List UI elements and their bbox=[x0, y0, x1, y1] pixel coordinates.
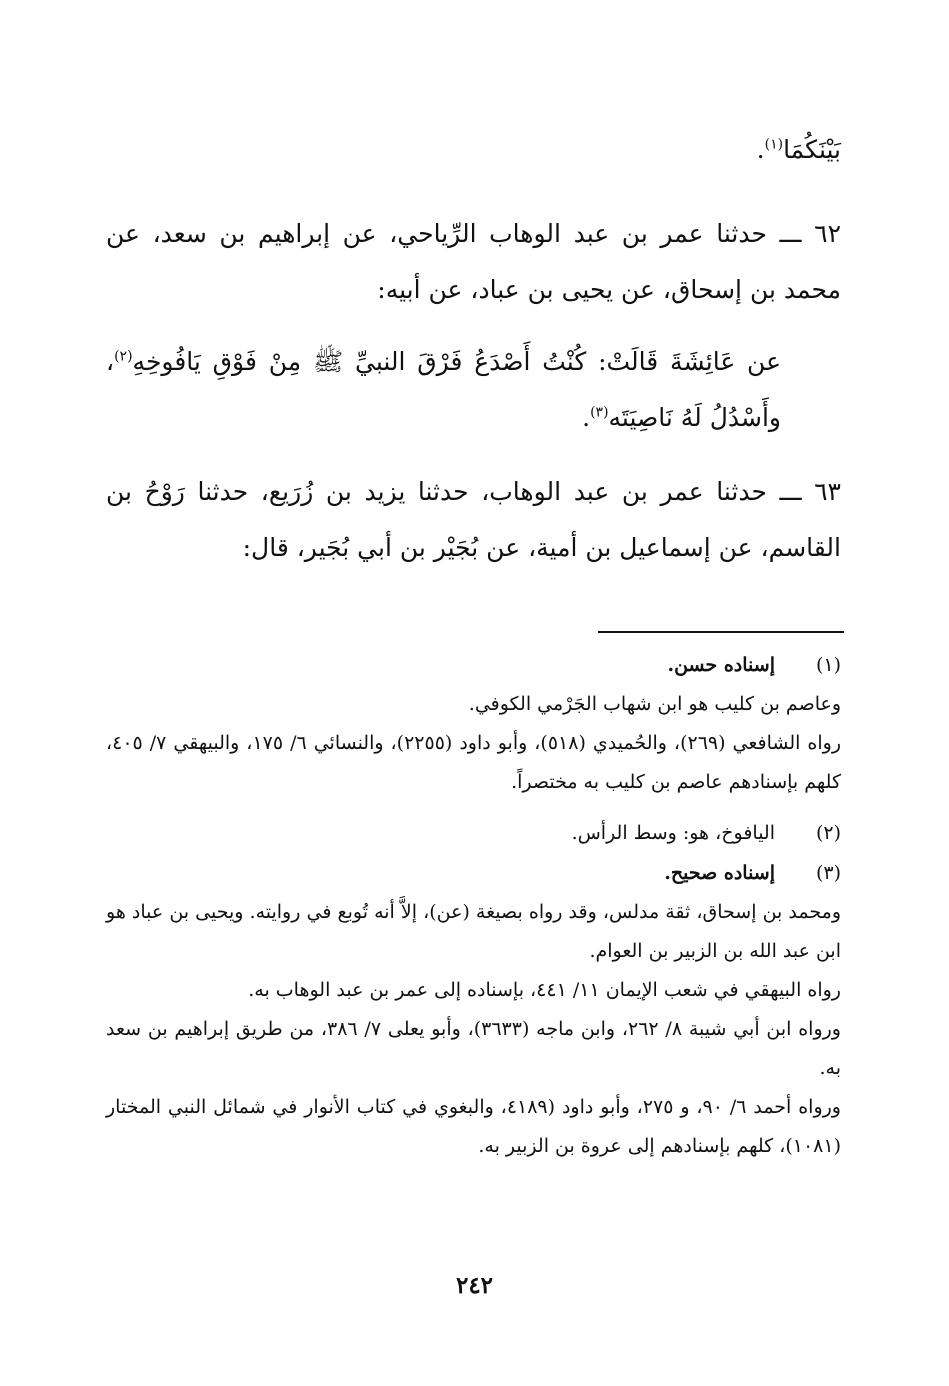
hadith-63 bbox=[106, 464, 841, 576]
footnote-1 bbox=[106, 646, 841, 802]
footnote-text: ورواه أحمد ٦/ ٩٠، و ٢٧٥، وأبو داود (٤١٨٩، والبغوي في كتاب الأنوار في شمائل النبي المختار (١٠٨١)، كلهم بإسنادهم إلى عروة بن الزبير به. bbox=[106, 1096, 841, 1157]
footnote-text: وعاصم بن كليب هو ابن شهاب الجَرْمي الكوفي. bbox=[468, 693, 841, 715]
footnote-number: (١) bbox=[815, 654, 841, 676]
footnote-heading: إسناده حسن. bbox=[667, 654, 775, 676]
continuation-line: بَيْنَكُمَا$^{(١)}$. bbox=[756, 135, 841, 164]
hadith-number: ٦٣ bbox=[814, 477, 841, 506]
footnote-text: اليافوخ، هو: وسط الرأس. bbox=[571, 822, 775, 844]
footnote-number: (٣) bbox=[815, 862, 841, 884]
footnote-2 bbox=[106, 814, 841, 853]
footnote-text: رواه الشافعي (٢٦٩)، والحُميدي (٥١٨)، وأبو داود (٢٢٥٥)، والنسائي ٦/ ١٧٥، والبيهقي ٧/ ٤٠٥، كلهم بإسنادهم عاصم بن كليب به مختصراً. bbox=[106, 732, 841, 793]
footnote-ref-3: (٣) bbox=[590, 404, 609, 421]
page-number: ٢٤٢ bbox=[455, 1272, 494, 1299]
hadith-number: ٦٢ bbox=[814, 219, 841, 248]
footnote-3 bbox=[106, 854, 841, 1166]
footnote-text: ورواه ابن أبي شيبة ٨/ ٢٦٢، وابن ماجه (٣٦٣٣)، وأبو يعلى ٧/ ٣٨٦، من طريق إبراهيم بن سعد به. bbox=[106, 1018, 841, 1079]
footnote-ref-2: (٢) bbox=[114, 348, 133, 365]
matn-text: عن عَائِشَةَ قَالَتْ: كُنْتُ أَصْدَعُ فَرْقَ النبيِّ ﷺ مِنْ فَوْقِ يَافُوخِهِ bbox=[132, 347, 781, 376]
hadith-isnad: ـــ حدثنا عمر بن عبد الوهاب، حدثنا يزيد بن زُرَيع، حدثنا رَوْحُ بن القاسم، عن إسماعيل بن أمية، عن بُجَيْر بن أبي بُجَير، قال: bbox=[106, 477, 841, 562]
footnote-text: رواه البيهقي في شعب الإيمان ١١/ ٤٤١، بإسناده إلى عمر بن عبد الوهاب به. bbox=[248, 979, 841, 1001]
footnote-separator bbox=[598, 631, 844, 633]
footnote-ref-1: (١) bbox=[764, 136, 784, 153]
footnote-heading: إسناده صحيح. bbox=[664, 862, 775, 884]
footnote-text: ومحمد بن إسحاق، ثقة مدلس، وقد رواه بصيغة (عن)، إلاَّ أنه تُوبع في روايته. ويحيى بن عباد هو ابن عبد الله بن الزبير بن العوام. bbox=[106, 901, 841, 962]
hadith-isnad: ـــ حدثنا عمر بن عبد الوهاب الرِّياحي، عن إبراهيم بن سعد، عن محمد بن إسحاق، عن يحيى بن عباد، عن أبيه: bbox=[106, 219, 841, 304]
hadith-62 bbox=[106, 206, 841, 318]
footnote-number: (٢) bbox=[815, 822, 841, 844]
continuation-word: بَيْنَكُمَا bbox=[783, 135, 841, 164]
hadith-62-matn: عن عَائِشَةَ قَالَتْ: كُنْتُ أَصْدَعُ فَرْقَ النبيِّ ﷺ مِنْ فَوْقِ يَافُوخِهِ$^{(٢)}$، وأَسْدُلُ لَهُ نَاصِيَتَه$^{(٣)}$. bbox=[106, 347, 781, 432]
